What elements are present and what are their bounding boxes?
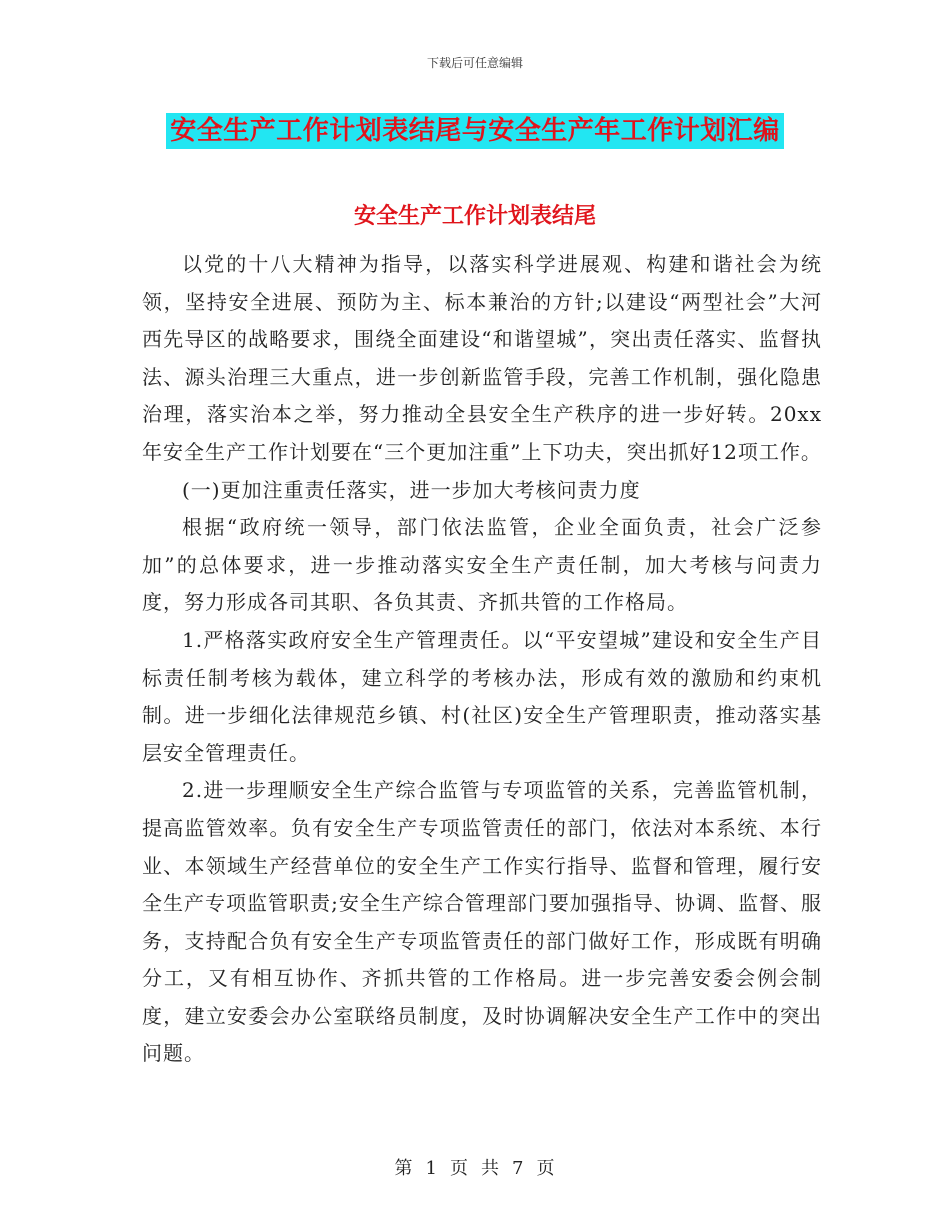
footer-word-ye-end: 页 [536,1158,556,1179]
paragraph-item-2: 2.进一步理顺安全生产综合监管与专项监管的关系，完善监管机制，提高监管效率。负有安全生产专项监管责任的部门，依法对本系统、本行业、本领域生产经营单位的安全生产工作实行指导、监督和管理，履行安全生产专项监管职责;安全生产综合管理部门要加强指导、协调、监督、服务，支持配合负有安全生产专项监管责任的部门做好工作，形成既有明确分工，又有相互协作、齐抓共管的工作格局。进一步完善安委会例会制度，建立安委会办公室联络员制度，及时协调解决安全生产工作中的突出问题。 [142,778,822,1066]
paragraph-item-1: 1.严格落实政府安全生产管理责任。以“平安望城”建设和安全生产目标责任制考核为载体，建立科学的考核办法，形成有效的激励和约束机制。进一步细化法律规范乡镇、村(社区)安全生产管理职责，推动落实基层安全管理责任。 [142,627,822,765]
paragraph-section-heading: (一)更加注重责任落实，进一步加大考核问责力度 [182,477,641,502]
paragraph-intro: 以党的十八大精神为指导，以落实科学进展观、构建和谐社会为统领，坚持安全进展、预防为主、标本兼治的方针;以建设“两型社会”大河西先导区的战略要求，围绕全面建设“和谐望城”，突出责任落实、监督执法、源头治理三大重点，进一步创新监管手段，完善工作机制，强化隐患治理，落实治本之举，努力推动全县安全生产秩序的进一步好转。20xx年安全生产工作计划要在“三个更加注重”上下功夫，突出抓好12项工作。 [142,252,822,464]
body-text [142,246,822,1073]
footer-current-page: 1 [425,1158,438,1179]
main-title-container [0,113,950,149]
page-footer [0,1154,950,1180]
footer-total-pages: 7 [512,1158,525,1179]
section-title: 安全生产工作计划表结尾 [353,203,596,229]
footer-word-ye: 页 [450,1158,469,1179]
header-note: 下载后可任意编辑 [426,56,523,70]
paragraph-requirements: 根据“政府统一领导，部门依法监管，企业全面负责，社会广泛参加”的总体要求，进一步推动落实安全生产责任制，加大考核与问责力度，努力形成各司其职、各负其责、齐抓共管的工作格局。 [142,515,822,615]
footer-word-di: 第 [394,1158,414,1179]
footer-word-gong: 共 [481,1158,500,1179]
main-title: 安全生产工作计划表结尾与安全生产年工作计划汇编 [166,113,784,149]
